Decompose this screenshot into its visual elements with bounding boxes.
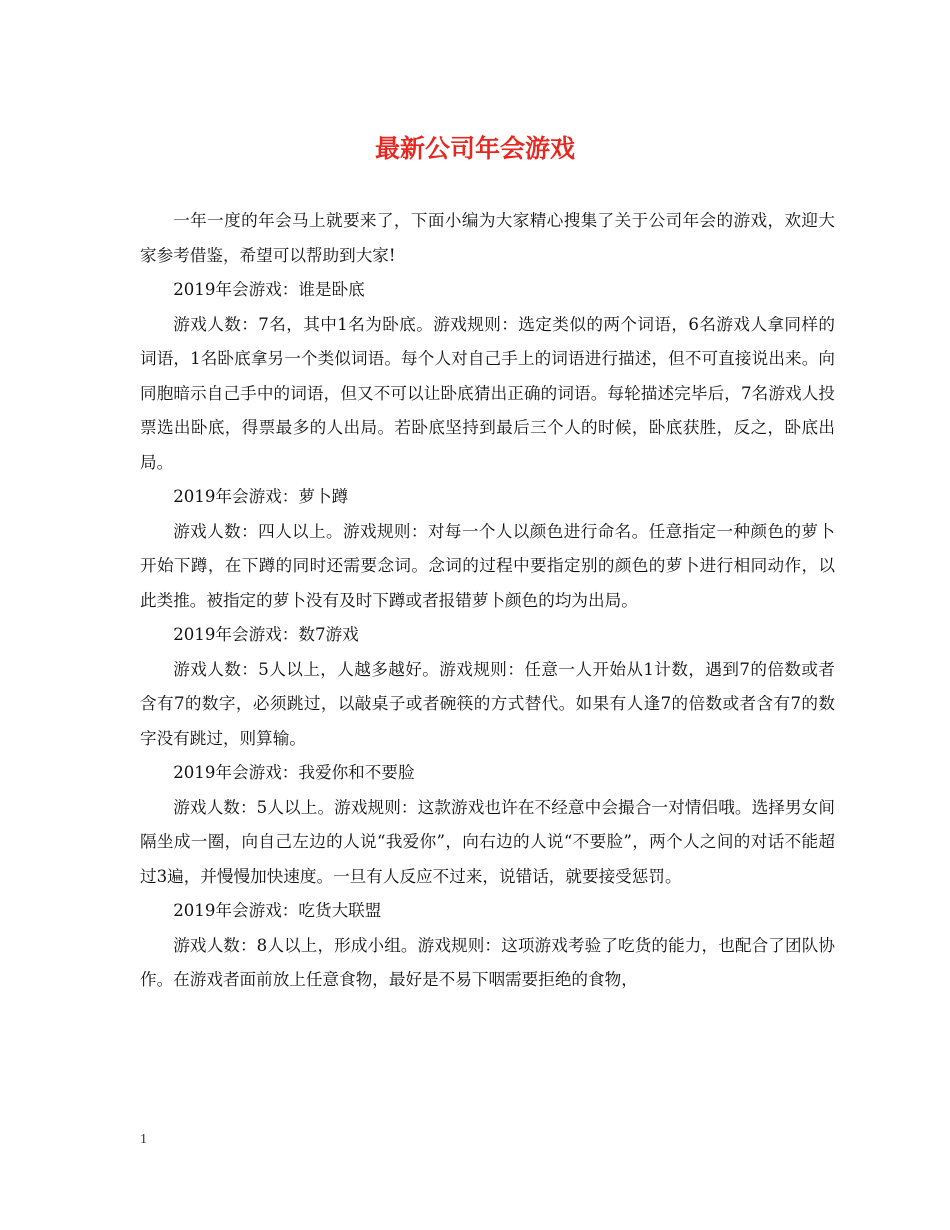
- document-body: [140, 204, 835, 998]
- section-heading: 2019年会游戏：萝卜蹲: [173, 487, 349, 506]
- document-title: 最新公司年会游戏: [374, 134, 575, 163]
- section-paragraph: 游戏人数：7名，其中1名为卧底。游戏规则：选定类似的两个词语，6名游戏人拿同样的词语，1名卧底拿另一个类似词语。每个人对自己手上的词语进行描述，但不可直接说出来。向同胞暗示自己手中的词语，但又不可以让卧底猜出正确的词语。每轮描述完毕后，7名游戏人投票选出卧底，得票最多的人出局。若卧底坚持到最后三个人的时候，卧底获胜，反之，卧底出局。: [140, 314, 835, 472]
- section-heading: 2019年会游戏：我爱你和不要脸: [173, 763, 415, 782]
- section-heading: 2019年会游戏：吃货大联盟: [173, 901, 382, 920]
- section-paragraph: 游戏人数：5人以上。游戏规则：这款游戏也许在不经意中会撮合一对情侣哦。选择男女间隔坐成一圈，向自己左边的人说“我爱你”，向右边的人说“不要脸”，两个人之间的对话不能超过3遍，并慢慢加快速度。一旦有人反应不过来，说错话，就要接受惩罚。: [140, 797, 835, 886]
- section-paragraph: 游戏人数：5人以上，人越多越好。游戏规则：任意一人开始从1计数，遇到7的倍数或者含有7的数字，必须跳过，以敲桌子或者碗筷的方式替代。如果有人逢7的倍数或者含有7的数字没有跳过，则算输。: [140, 659, 835, 748]
- page-number: 1: [140, 1132, 147, 1147]
- section-heading: 2019年会游戏：谁是卧底: [173, 280, 365, 299]
- section-paragraph: 游戏人数：四人以上。游戏规则：对每一个人以颜色进行命名。任意指定一种颜色的萝卜开始下蹲，在下蹲的同时还需要念词。念词的过程中要指定别的颜色的萝卜进行相同动作，以此类推。被指定的萝卜没有及时下蹲或者报错萝卜颜色的均为出局。: [140, 521, 835, 610]
- intro-paragraph: 一年一度的年会马上就要来了，下面小编为大家精心搜集了关于公司年会的游戏，欢迎大家参考借鉴，希望可以帮助到大家!: [140, 211, 835, 265]
- section-heading: 2019年会游戏：数7游戏: [173, 625, 359, 644]
- section-paragraph: 游戏人数：8人以上，形成小组。游戏规则：这项游戏考验了吃货的能力，也配合了团队协作。在游戏者面前放上任意食物，最好是不易下咽需要拒绝的食物，: [140, 935, 835, 989]
